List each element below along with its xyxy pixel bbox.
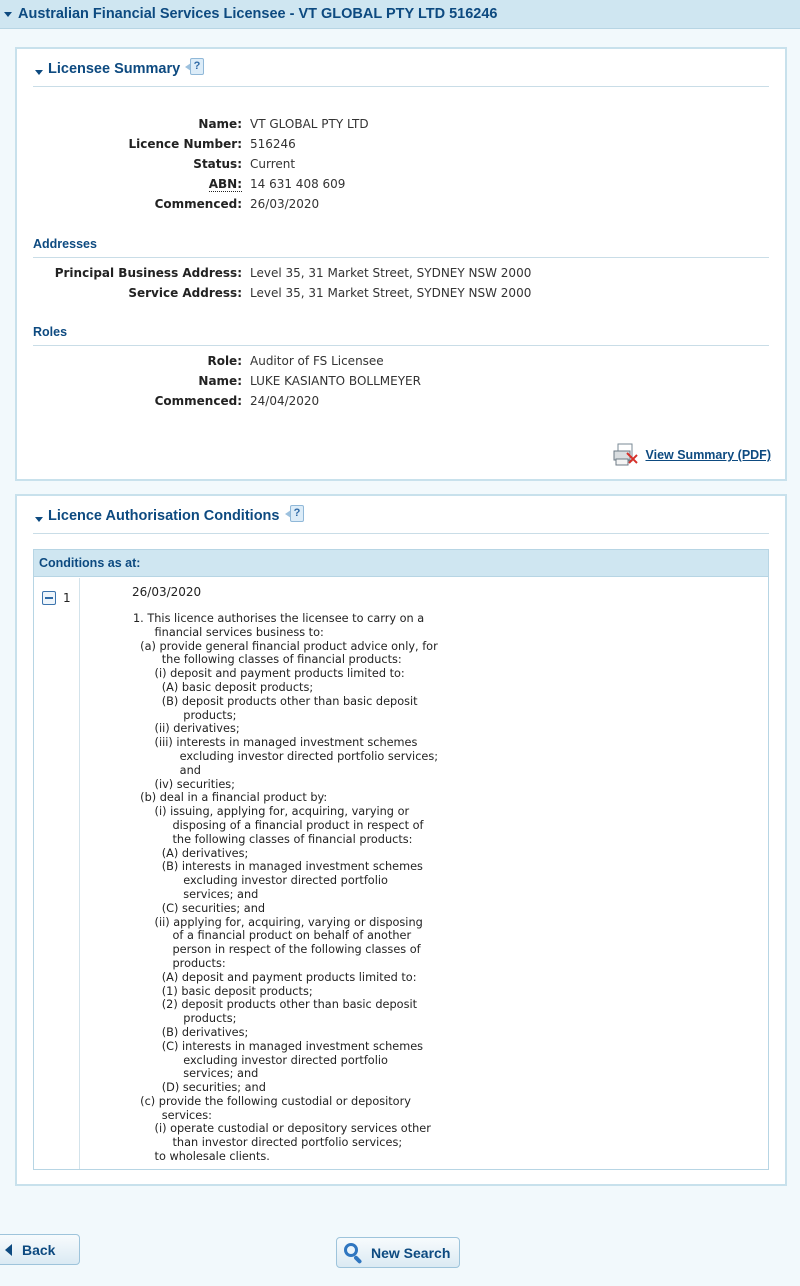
- pdf-icon[interactable]: [613, 443, 639, 467]
- view-summary-pdf-label[interactable]: View Summary (PDF): [645, 448, 771, 462]
- search-icon: [343, 1242, 365, 1264]
- new-search-button[interactable]: [336, 1237, 460, 1268]
- licensee-summary-header[interactable]: [33, 49, 769, 87]
- page-title: Australian Financial Services Licensee - VT GLOBAL PTY LTD 516246: [18, 6, 498, 22]
- conditions-title: Licence Authorisation Conditions: [48, 508, 280, 524]
- new-search-button-label: New Search: [371, 1244, 451, 1261]
- help-icon[interactable]: ?: [185, 58, 205, 76]
- condition-date: 26/03/2020: [132, 585, 202, 599]
- condition-text: 1. This licence authorises the licensee to carry on a financial services business to: (a) provide general financial product advice only, for the following classes of financial products: (i) deposit and payment products limited to: (A) basic deposit products; (B) deposit products other than basic deposit products; (ii) derivatives; (iii) interests in managed investment schemes excluding investor directed portfolio services; and (iv) securities; (b) deal in a financial product by: (i) issuing, applying for, acquiring, varying or disposing of a financial product in respect of the following classes of financial products: (A) derivatives; (B) interests in managed investment schemes excluding investor directed portfolio services; and (C) securities; and (ii) applying for, acquiring, varying or disposing of a financial product on behalf of another person in respect of the following classes of products: (A) deposit and payment products limited to: (1) basic deposit products; (2) deposit products other than basic deposit products; (B) derivatives; (C) interests in managed investment schemes excluding investor directed portfolio services; and (D) securities; and (c) provide the following custodial or depository services: (i) operate custodial or depository services other than investor directed portfolio services; to wholesale clients.: [133, 612, 439, 1164]
- field-label: Licence Number:: [128, 137, 242, 151]
- field-principal-address: [17, 266, 787, 286]
- field-label: Role:: [207, 354, 242, 368]
- conditions-header[interactable]: [33, 496, 769, 534]
- field-licence-number: [17, 137, 787, 157]
- field-value: Auditor of FS Licensee: [250, 354, 384, 368]
- collapse-caret-icon[interactable]: [35, 70, 43, 75]
- field-service-address: [17, 286, 787, 306]
- back-button-label: Back: [22, 1241, 56, 1258]
- back-arrow-icon: [5, 1244, 12, 1256]
- field-abn: [17, 177, 787, 197]
- field-label: Name:: [198, 117, 242, 131]
- field-label: Commenced:: [154, 197, 242, 211]
- field-commenced: [17, 197, 787, 217]
- addresses-title: Addresses: [33, 237, 97, 251]
- field-role-name: [17, 374, 787, 394]
- condition-row-controls: [34, 578, 80, 1169]
- field-value: VT GLOBAL PTY LTD: [250, 117, 369, 131]
- field-role-commenced: [17, 394, 787, 414]
- field-status: [17, 157, 787, 177]
- field-value: 14 631 408 609: [250, 177, 346, 191]
- back-button[interactable]: [0, 1234, 80, 1265]
- conditions-table: [33, 549, 769, 1170]
- field-label: Name:: [198, 374, 242, 388]
- roles-title: Roles: [33, 325, 68, 339]
- conditions-panel: [15, 494, 787, 1186]
- field-value: LUKE KASIANTO BOLLMEYER: [250, 374, 421, 388]
- collapse-caret-icon[interactable]: [4, 12, 12, 17]
- field-value: 24/04/2020: [250, 394, 320, 408]
- field-value: Current: [250, 157, 296, 171]
- field-value: 26/03/2020: [250, 197, 320, 211]
- addresses-section-header: [33, 234, 769, 258]
- page-header[interactable]: [0, 0, 800, 29]
- field-value: 516246: [250, 137, 296, 151]
- licensee-summary-title: Licensee Summary: [48, 61, 181, 77]
- condition-number: 1: [63, 591, 71, 605]
- field-label: Service Address:: [128, 286, 242, 300]
- view-summary-pdf-link[interactable]: [613, 442, 771, 468]
- field-name: [17, 117, 787, 137]
- licensee-summary-panel: [15, 47, 787, 481]
- field-value: Level 35, 31 Market Street, SYDNEY NSW 2000: [250, 286, 532, 300]
- field-value: Level 35, 31 Market Street, SYDNEY NSW 2000: [250, 266, 532, 280]
- collapse-caret-icon[interactable]: [35, 517, 43, 522]
- condition-row: [80, 578, 768, 1169]
- field-label: Principal Business Address:: [54, 266, 242, 280]
- minus-box-icon[interactable]: [42, 591, 56, 605]
- field-label: ABN:: [208, 177, 242, 191]
- field-role: [17, 354, 787, 374]
- field-label: Commenced:: [154, 394, 242, 408]
- conditions-table-header: Conditions as at:: [34, 550, 768, 577]
- roles-section-header: [33, 322, 769, 346]
- field-label: Status:: [193, 157, 242, 171]
- help-icon[interactable]: ?: [285, 505, 305, 523]
